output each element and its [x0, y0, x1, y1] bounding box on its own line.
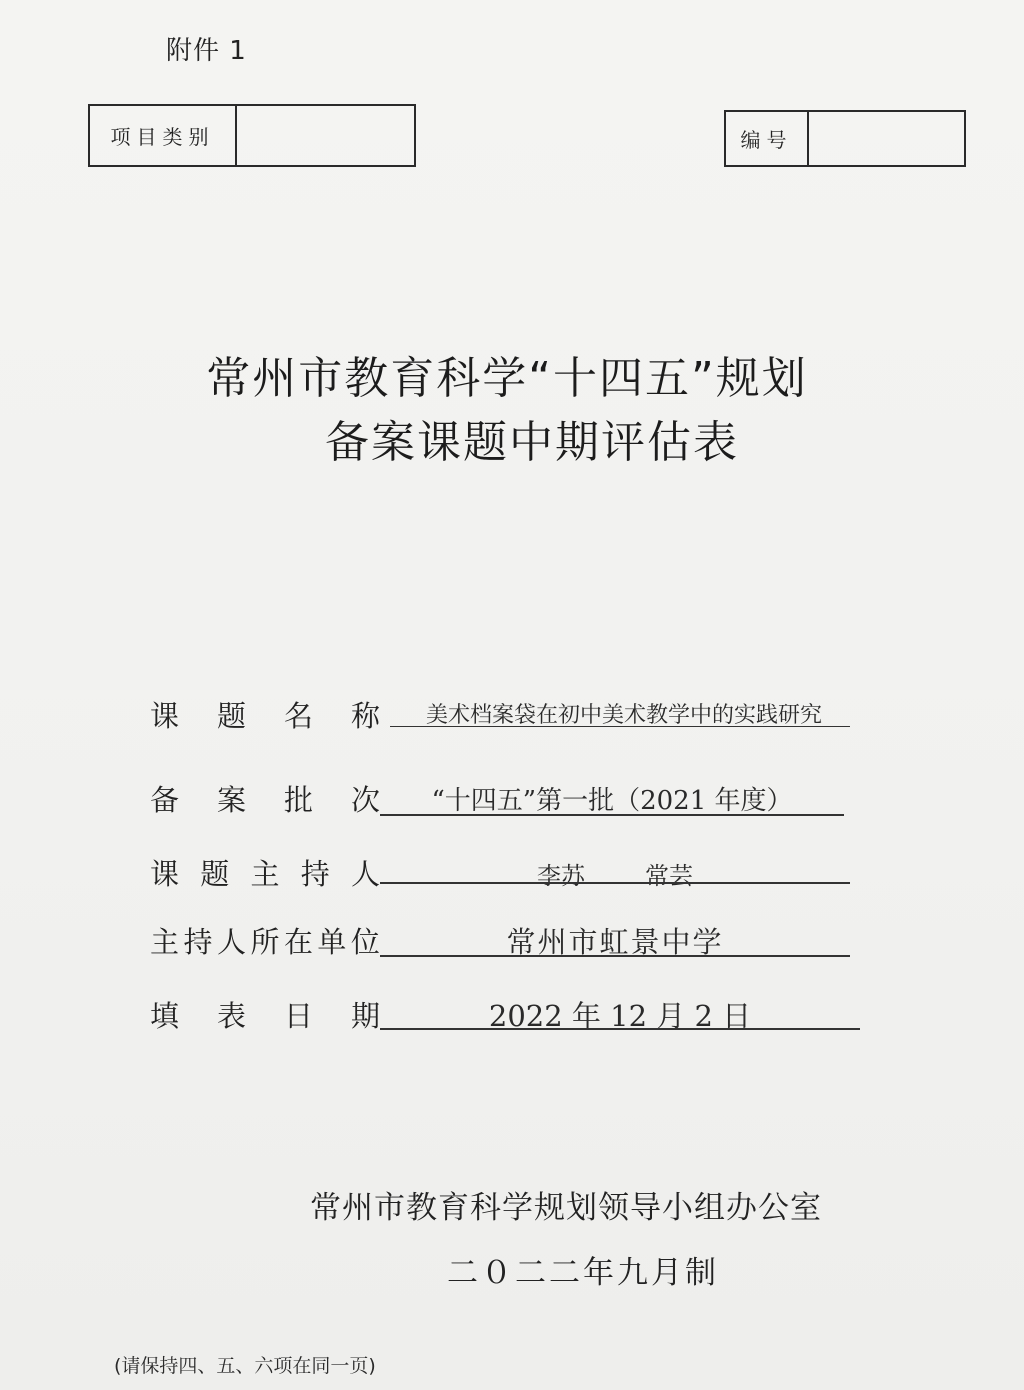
field-value-host — [380, 856, 850, 891]
issuing-office: 常州市教育科学规划领导小组办公室 — [310, 1190, 822, 1226]
field-label-filing-batch: 备 案 批 次 — [150, 783, 380, 817]
field-label-host: 课 题 主 持 人 — [150, 857, 380, 891]
project-category-box — [88, 104, 416, 167]
serial-number-box — [724, 110, 966, 167]
field-label-fill-date: 填 表 日 期 — [150, 999, 380, 1033]
project-category-label: 项目类别 — [90, 106, 237, 165]
field-value-filing-batch: “十四五”第一批（2021 年度） — [431, 786, 793, 816]
made-date: 二０二二年九月制 — [447, 1255, 719, 1291]
field-label-topic-name: 课 题 名 称 — [150, 699, 380, 733]
field-underline — [380, 882, 850, 884]
field-underline — [380, 955, 850, 957]
field-host — [150, 852, 870, 902]
host-name-1: 李苏 — [537, 862, 585, 890]
host-name-2: 常芸 — [645, 862, 693, 890]
project-category-value[interactable] — [237, 106, 414, 165]
field-underline — [380, 1028, 860, 1030]
field-underline — [380, 814, 844, 816]
document-title-line-2: 备案课题中期评估表 — [325, 417, 739, 468]
field-underline — [390, 726, 850, 727]
field-value-host-unit: 常州市虹景中学 — [506, 925, 724, 959]
field-filing-batch — [150, 778, 870, 828]
serial-number-value[interactable] — [809, 112, 964, 165]
page-footnote: (请保持四、五、六项在同一页) — [114, 1355, 376, 1377]
field-fill-date — [150, 994, 870, 1044]
serial-number-label: 编号 — [726, 112, 809, 165]
field-host-unit — [150, 920, 870, 970]
field-topic-name — [150, 694, 870, 744]
field-value-fill-date: 2022 年 12 月 2 日 — [488, 999, 752, 1033]
document-title-line-1: 常州市教育科学“十四五”规划 — [206, 353, 808, 404]
field-label-host-unit: 主 持 人 所 在 单 位 — [150, 925, 380, 959]
attachment-label: 附件 1 — [166, 36, 247, 66]
field-value-topic-name: 美术档案袋在初中美术教学中的实践研究 — [425, 703, 822, 728]
